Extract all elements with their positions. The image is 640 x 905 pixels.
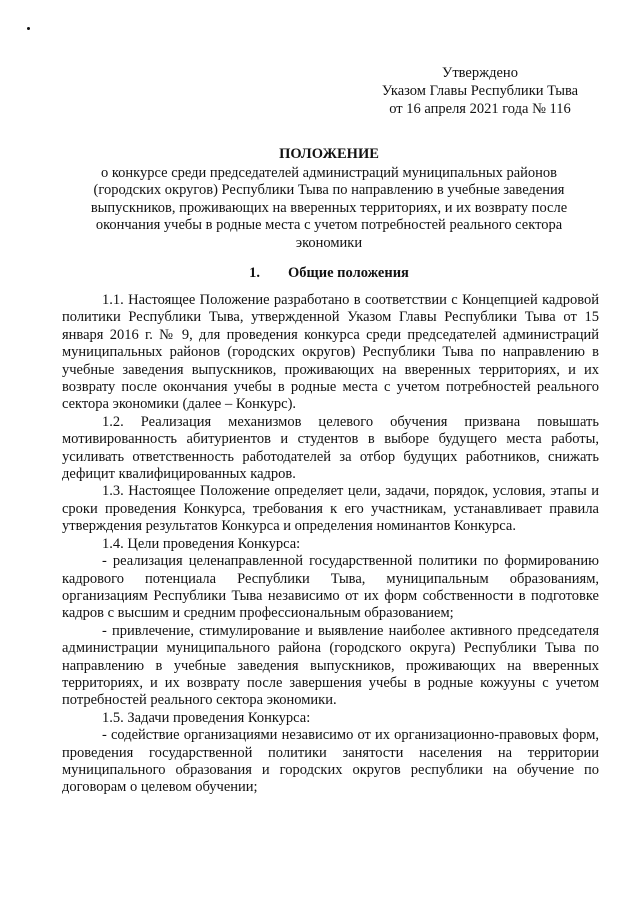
approval-line-3: от 16 апреля 2021 года № 116 (389, 101, 571, 117)
document-body (62, 292, 599, 797)
section-number: 1. (249, 265, 260, 281)
paragraph: 1.4. Цели проведения Конкурса: (102, 535, 301, 552)
paragraph: 1.1. Настоящее Положение разработано в соответствии с Концепцией кадровой политики Республики Тыва, утвержденной Указом Главы Республики Тыва от 15 января 2016 г. № 9, для проведения конкурса среди председателей администраций муниципальных районов (городских округов) Республики Тыва по направлению в учебные заведения выпускников, проживающих на вверенных территориях, и их возврату после окончания учебы в родные места с учетом потребностей реального сектора экономики (далее – Конкурс). (62, 292, 599, 413)
paragraph: 1.5. Задачи проведения Конкурса: (102, 709, 311, 726)
list-item: - содействие организациями независимо от их организационно-правовых форм, проведения государственной политики занятости населения на территории муниципального образования и городских округов республики на обучение по договорам о целевом обучении; (62, 727, 599, 796)
scan-speck (27, 27, 30, 30)
section-heading (60, 264, 598, 282)
heading-line: окончания учебы в родные места с учетом потребностей реального сектора (95, 217, 563, 233)
document-heading (60, 146, 598, 252)
approval-line-2: Указом Главы Республики Тыва (381, 83, 579, 99)
paragraph: 1.2. Реализация механизмов целевого обучения призвана повышать мотивированность абитуриентов и студентов в выборе будущего места работы, усиливать ответственность работодателей за отбор будущих работников, снижать дефицит квалифицированных кадров. (62, 413, 599, 483)
section-title: Общие положения (287, 265, 409, 281)
list-item: - реализация целенаправленной государственной политики по формированию кадрового потенциала Республики Тыва, муниципальным образованиям, организациям Республики Тыва независимо от их форм собственности в подготовке кадров с высшим и средним профессиональным образованием; (62, 553, 599, 622)
paragraph: 1.3. Настоящее Положение определяет цели, задачи, порядок, условия, этапы и сроки проведения Конкурса, требования к его участникам, устанавливает правила утверждения результатов Конкурса и определения номинантов Конкурса. (62, 483, 599, 535)
document-title: ПОЛОЖЕНИЕ (279, 146, 379, 162)
heading-line: (городских округов) Республики Тыва по направлению в учебные заведения (93, 182, 565, 198)
heading-line: выпускников, проживающих на вверенных территориях, и их возврату после (90, 199, 568, 216)
approval-stamp-block (360, 64, 600, 118)
approval-line-1: Утверждено (442, 65, 518, 81)
heading-line: о конкурсе среди председателей администраций муниципальных районов (100, 164, 558, 181)
heading-line: экономики (295, 234, 363, 251)
list-item: - привлечение, стимулирование и выявление наиболее активного председателя администрации муниципального района (городского округа) Республики Тыва по направлению в учебные заведения выпускников, проживающих на вверенных территориях, и их возврату после завершения учебы в родные кожууны с учетом потребностей реального сектора экономики. (62, 622, 599, 709)
